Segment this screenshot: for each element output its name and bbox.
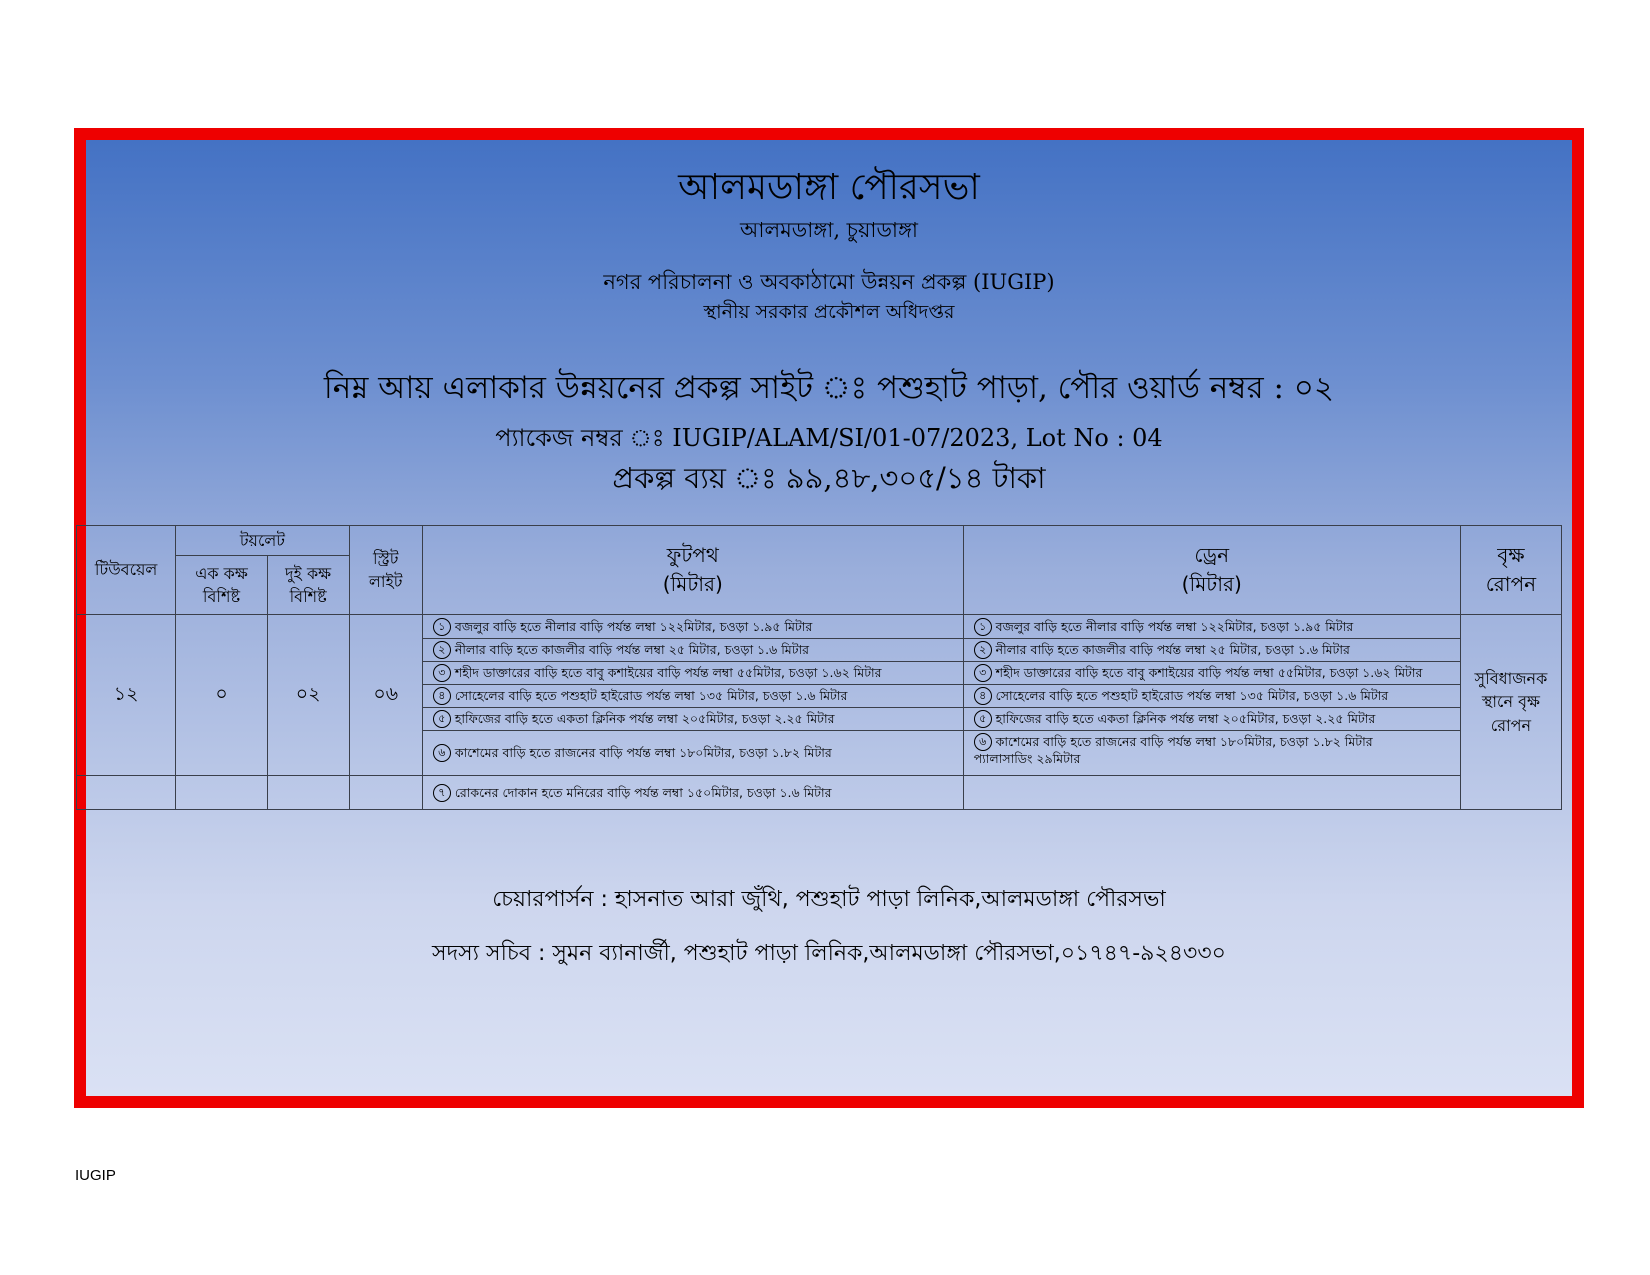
drain-item bbox=[963, 731, 1460, 776]
footpath-item-text: বজলুর বাড়ি হতে নীলার বাড়ি পর্যন্ত লম্বা ১২২মিটার, চওড়া ১.৯৫ মিটার bbox=[454, 618, 813, 634]
header-drain-unit: (মিটার) bbox=[1181, 572, 1242, 596]
header-footpath-label: ফুটপথ bbox=[666, 543, 719, 567]
header-toilet-two-room bbox=[267, 556, 349, 615]
project-cost: প্রকল্প ব্যয় ঃ ৯৯,৪৮,৩০৫/১৪ টাকা bbox=[612, 461, 1046, 495]
footpath-item-text: সোহেলের বাড়ি হতে পশুহাট হাইরোড পর্যন্ত লম্বা ১৩৫ মিটার, চওড়া ১.৬ মিটার bbox=[454, 688, 848, 704]
header-toilet-one-room bbox=[176, 556, 267, 615]
member-secretary-line: সদস্য সচিব : সুমন ব্যানার্জী, পশুহাট পাড়া লিনিক,আলমডাঙ্গা পৌরসভা,০১৭৪৭-৯২৪৩৩০ bbox=[432, 941, 1226, 966]
municipality-title: আলমডাঙ্গা পৌরসভা bbox=[678, 167, 980, 208]
footpath-item bbox=[422, 639, 963, 662]
footpath-item bbox=[422, 708, 963, 731]
footpath-item-text: নীলার বাড়ি হতে কাজলীর বাড়ি পর্যন্ত লম্বা ২৫ মিটার, চওড়া ১.৬ মিটার bbox=[454, 642, 810, 658]
empty-cell bbox=[77, 776, 176, 810]
footpath-item-text: হাফিজের বাড়ি হতে একতা ক্লিনিক পর্যন্ত লম্বা ২০৫মিটার, চওড়া ২.২৫ মিটার bbox=[454, 711, 835, 727]
footpath-item bbox=[422, 615, 963, 639]
header-footpath bbox=[422, 526, 963, 615]
number-badge: ২ bbox=[433, 641, 451, 659]
page-footer-label: IUGIP bbox=[75, 1167, 116, 1184]
number-badge: ৫ bbox=[974, 710, 992, 728]
footpath-item bbox=[422, 776, 963, 810]
header-row-1 bbox=[77, 526, 1562, 556]
project-name: নগর পরিচালনা ও অবকাঠামো উন্নয়ন প্রকল্প (IUGIP) bbox=[603, 270, 1055, 294]
value-tubewell: ১২ bbox=[77, 615, 176, 776]
value-toilet-two-room: ০২ bbox=[267, 615, 349, 776]
drain-item bbox=[963, 615, 1460, 639]
header-street-light-label: স্ট্রিট লাইট bbox=[368, 548, 403, 591]
number-badge: ৪ bbox=[433, 687, 451, 705]
drain-item-text: কাশেমের বাড়ি হতে রাজনের বাড়ি পর্যন্ত লম্বা ১৮০মিটার, চওড়া ১.৮২ মিটার bbox=[995, 734, 1373, 750]
number-badge: ৭ bbox=[433, 784, 451, 802]
number-badge: ৬ bbox=[433, 744, 451, 762]
header-tubewell: টিউবয়েল bbox=[77, 526, 176, 615]
drain-item-text: নীলার বাড়ি হতে কাজলীর বাড়ি পর্যন্ত লম্বা ২৫ মিটার, চওড়া ১.৬ মিটার bbox=[995, 642, 1350, 658]
table-row bbox=[77, 615, 1562, 639]
drain-item bbox=[963, 639, 1460, 662]
value-tree bbox=[1460, 615, 1561, 810]
footpath-item-text: শহীদ ডাক্তারের বাড়ি হতে বাবু কশাইয়ের বাড়ি পর্যন্ত লম্বা ৫৫মিটার, চওড়া ১.৬২ মিটার bbox=[454, 665, 882, 681]
empty-cell bbox=[267, 776, 349, 810]
header-drain bbox=[963, 526, 1460, 615]
footpath-item bbox=[422, 731, 963, 776]
number-badge: ৩ bbox=[974, 664, 992, 682]
empty-cell bbox=[176, 776, 267, 810]
number-badge: ৫ bbox=[433, 710, 451, 728]
number-badge: ২ bbox=[974, 641, 992, 659]
footpath-item bbox=[422, 662, 963, 685]
value-street-light: ০৬ bbox=[349, 615, 422, 776]
header-footpath-unit: (মিটার) bbox=[662, 572, 723, 596]
header-tree-label: বৃক্ষ রোপন bbox=[1485, 543, 1537, 596]
department-name: স্থানীয় সরকার প্রকৌশল অধিদপ্তর bbox=[703, 301, 955, 323]
site-heading: নিম্ন আয় এলাকার উন্নয়নের প্রকল্প সাইট ঃ পশুহাট পাড়া, পৌর ওয়ার্ড নম্বর : ০২ bbox=[323, 370, 1335, 406]
header-tree bbox=[1460, 526, 1561, 615]
number-badge: ৩ bbox=[433, 664, 451, 682]
drain-item-text: শহীদ ডাক্তারের বাড়ি হতে বাবু কশাইয়ের বাড়ি পর্যন্ত লম্বা ৫৫মিটার, চওড়া ১.৬২ মিটার bbox=[995, 665, 1423, 681]
location-subtitle: আলমডাঙ্গা, চুয়াডাঙ্গা bbox=[739, 218, 919, 242]
package-number: প্যাকেজ নম্বর ঃ IUGIP/ALAM/SI/01-07/2023, Lot No : 04 bbox=[495, 424, 1163, 452]
drain-item-extra: প্যালাসাডিং ২৯মিটার bbox=[973, 751, 1081, 766]
header-street-light bbox=[349, 526, 422, 615]
value-tree-label: সুবিধাজনক স্থানে বৃক্ষ রোপন bbox=[1474, 669, 1548, 735]
header-toilet-one-room-label: এক কক্ষ বিশিষ্ট bbox=[195, 563, 248, 606]
footpath-item-text: রোকনের দোকান হতে মনিরের বাড়ি পর্যন্ত লম্বা ১৫০মিটার, চওড়া ১.৬ মিটার bbox=[454, 784, 832, 800]
table-row bbox=[77, 776, 1562, 810]
empty-cell bbox=[963, 776, 1460, 810]
drain-item bbox=[963, 708, 1460, 731]
number-badge: ১ bbox=[974, 618, 992, 636]
empty-cell bbox=[349, 776, 422, 810]
chairperson-line: চেয়ারপার্সন : হাসনাত আরা জুঁথি, পশুহাট পাড়া লিনিক,আলমডাঙ্গা পৌরসভা bbox=[492, 887, 1166, 912]
footpath-item bbox=[422, 685, 963, 708]
header-toilet-two-room-label: দুই কক্ষ বিশিষ্ট bbox=[285, 563, 332, 606]
number-badge: ৬ bbox=[974, 733, 992, 751]
value-toilet-one-room: ০ bbox=[176, 615, 267, 776]
header-drain-label: ড্রেন bbox=[1194, 543, 1230, 567]
drain-item-text: হাফিজের বাড়ি হতে একতা ক্লিনিক পর্যন্ত লম্বা ২০৫মিটার, চওড়া ২.২৫ মিটার bbox=[995, 711, 1376, 727]
signboard-frame bbox=[74, 128, 1584, 1108]
signboard-panel bbox=[86, 140, 1572, 1096]
works-table bbox=[76, 525, 1562, 810]
drain-item bbox=[963, 685, 1460, 708]
drain-item-text: বজলুর বাড়ি হতে নীলার বাড়ি পর্যন্ত লম্বা ১২২মিটার, চওড়া ১.৯৫ মিটার bbox=[995, 618, 1354, 634]
drain-item-text: সোহেলের বাড়ি হতে পশুহাট হাইরোড পর্যন্ত লম্বা ১৩৫ মিটার, চওড়া ১.৬ মিটার bbox=[995, 688, 1389, 704]
footpath-item-text: কাশেমের বাড়ি হতে রাজনের বাড়ি পর্যন্ত লম্বা ১৮০মিটার, চওড়া ১.৮২ মিটার bbox=[454, 745, 832, 761]
drain-item bbox=[963, 662, 1460, 685]
number-badge: ১ bbox=[433, 618, 451, 636]
number-badge: ৪ bbox=[974, 687, 992, 705]
header-toilet: টয়লেট bbox=[176, 526, 349, 556]
